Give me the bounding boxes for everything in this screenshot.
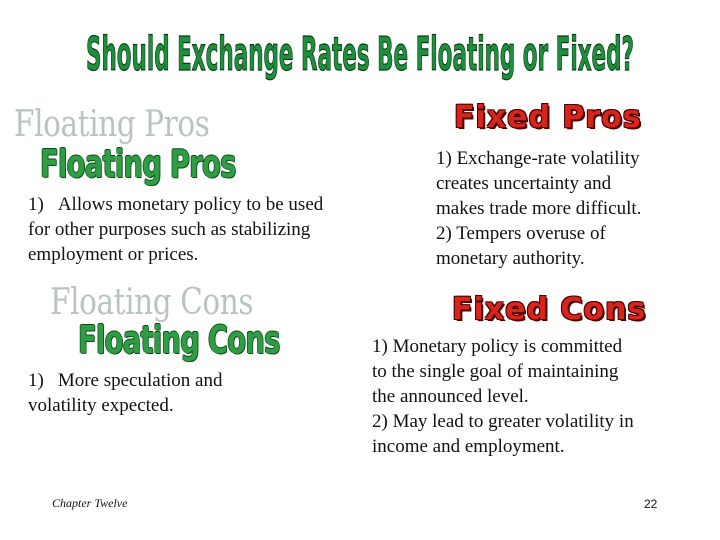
list-item xyxy=(28,368,328,393)
item-text-line: volatility expected. xyxy=(28,395,174,416)
item-number: 1) xyxy=(28,194,44,215)
item-text-line: for other purposes such as stabilizing xyxy=(28,219,311,240)
text-line: 2) Tempers overuse of xyxy=(436,223,606,244)
footer-page-number: 22 xyxy=(644,497,658,511)
item-text-line: employment or prices. xyxy=(28,244,199,265)
text-line: creates uncertainty and xyxy=(436,173,612,194)
floating-cons-heading: Floating Cons xyxy=(78,318,280,362)
text-line: the announced level. xyxy=(372,386,529,407)
text-line: income and employment. xyxy=(372,436,565,457)
text-line: to the single goal of maintaining xyxy=(372,361,619,382)
fixed-pros-heading: Fixed Pros xyxy=(454,100,642,135)
floating-pros-heading: Floating Pros xyxy=(40,142,236,186)
slide-title xyxy=(0,8,720,90)
floating-pros-list xyxy=(28,192,408,267)
item-text: Allows monetary policy to be used xyxy=(57,194,324,215)
footer-chapter: Chapter Twelve xyxy=(52,496,128,510)
fixed-pros-list xyxy=(436,146,716,271)
text-line: makes trade more difficult. xyxy=(436,198,642,219)
fixed-cons-heading: Fixed Cons xyxy=(452,292,647,327)
floating-cons-list xyxy=(28,368,328,418)
item-number: 1) xyxy=(28,370,44,391)
text-line: 1) Monetary policy is committed xyxy=(372,336,623,357)
list-item xyxy=(28,192,408,217)
text-line: monetary authority. xyxy=(436,248,585,269)
text-line: 1) Exchange-rate volatility xyxy=(436,148,640,169)
item-text: More speculation and xyxy=(57,370,223,391)
fixed-cons-list xyxy=(372,334,712,459)
floating-pros-ghost-heading: Floating Pros xyxy=(14,104,210,145)
floating-cons-ghost-heading: Floating Cons xyxy=(50,282,254,323)
slide-title-text: Should Exchange Rates Be Floating or Fixed? xyxy=(86,27,634,81)
text-line: 2) May lead to greater volatility in xyxy=(372,411,634,432)
